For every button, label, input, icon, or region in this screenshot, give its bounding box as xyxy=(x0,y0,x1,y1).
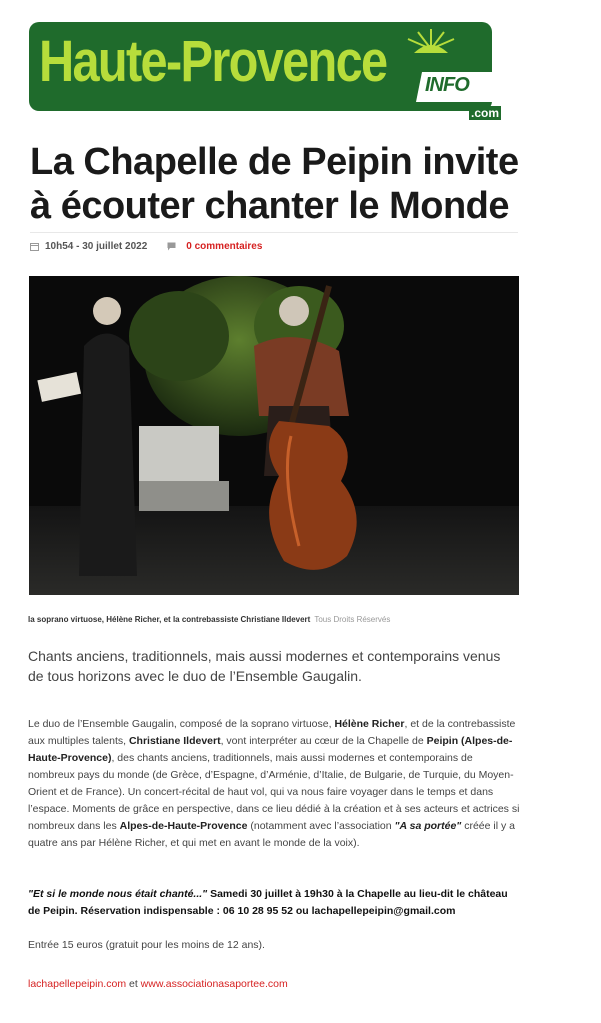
photo-caption xyxy=(28,615,390,624)
body-text: (notamment avec l’association xyxy=(247,820,395,832)
comments-link[interactable]: 0 commentaires xyxy=(186,241,263,252)
region-name: Alpes-de-Haute-Provence xyxy=(119,820,248,832)
photo-credit: Tous Droits Réservés xyxy=(314,615,391,624)
logo-wordmark: Haute-Provence xyxy=(39,29,387,94)
body-text: Le duo de l’Ensemble Gaugalin, composé de la soprano virtuose, xyxy=(28,718,335,730)
comment-icon xyxy=(167,242,176,251)
body-text: , des chants anciens, traditionnels, mais aussi modernes et contemporains de nombreux pays du monde (de Grèce, d’Espagne, d’Arménie, d’Italie, de Bulgarie, de Turquie, du Moyen-Orient et de France). Un concert-récital de haut vol, qui va nous faire voyager dans le temps et dans l’espace. Moments de grâce en perspective, dans ce lieu dédié à la création et à ses acteurs et actrices si nombreux dans les xyxy=(28,752,520,832)
article-title: La Chapelle de Peipin invite à écouter chanter le Monde xyxy=(30,141,519,227)
sun-icon xyxy=(396,27,466,57)
article-lead: Chants anciens, traditionnels, mais aussi modernes et contemporains venus de tous horizons avec le duo de l’Ensemble Gaugalin. xyxy=(28,648,501,684)
article-body xyxy=(28,716,520,852)
logo-dotcom-text: .com xyxy=(471,106,500,120)
association-link[interactable]: www.associationasaportee.com xyxy=(140,978,288,990)
event-title: "Et si le monde nous était chanté..." xyxy=(28,888,208,900)
links-joiner: et xyxy=(126,978,141,990)
association-name: "A sa portée" xyxy=(394,820,462,832)
chapelle-link[interactable]: lachapellepeipin.com xyxy=(28,978,127,990)
event-info xyxy=(28,886,520,920)
caption-text: la soprano virtuose, Hélène Richer, et la contrebassiste Christiane Ildevert xyxy=(28,615,311,624)
divider xyxy=(30,232,518,233)
venue-name: Peipin (Alpes-de-Haute-Provence) xyxy=(28,735,513,764)
body-text: , et de la contrebassiste aux multiples talents, xyxy=(28,718,516,747)
site-logo[interactable] xyxy=(29,22,500,120)
event-details: Samedi 30 juillet à 19h30 à la Chapelle au lieu-dit le château de Peipin. Réservation indispensable : 06 10 28 95 52 ou lachapellepeipin@gmail.com xyxy=(28,888,508,917)
photo-illustration xyxy=(29,276,519,595)
body-text: créée il y a quatre ans par Hélène Richer, et qui met en avant le monde de la voix). xyxy=(28,820,515,849)
clock-icon xyxy=(30,242,39,251)
article-meta xyxy=(30,241,262,252)
price-info: Entrée 15 euros (gratuit pour les moins de 12 ans). xyxy=(28,939,265,951)
bassist-name: Christiane Ildevert xyxy=(128,735,221,747)
related-links xyxy=(28,978,288,990)
singer-name: Hélène Richer xyxy=(334,718,405,730)
body-text: , vont interpréter au cœur de la Chapelle de xyxy=(220,735,427,747)
logo-info-text: INFO xyxy=(425,74,469,96)
article-photo xyxy=(29,276,519,595)
article-date: 10h54 - 30 juillet 2022 xyxy=(45,241,148,252)
